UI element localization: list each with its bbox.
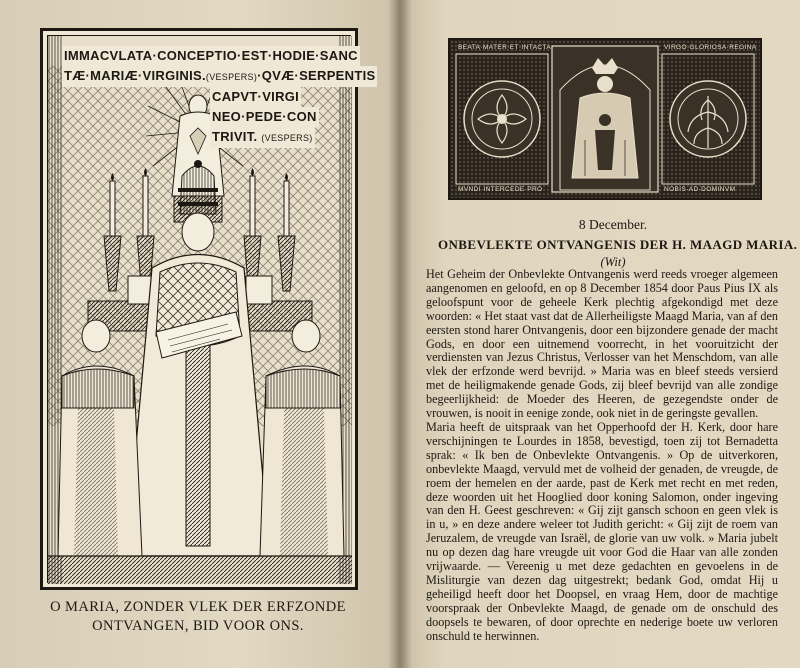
caption-line-2: ONTVANGEN, BID VOOR ONS. <box>92 618 304 634</box>
paragraph-2: Maria heeft de uitspraak van het Opperhoofd der H. Kerk, door hare verschijningen te Lourdes in 1858, bevestigd, toen zij tot Bernadetta sprak: « Ik ben de Onbevlekte Ontvangenis. » Op de uitverkoren, onbevlekte Maagd, vervuld met de volheid der genaden, de vreugde, de roem der hemelen en der aarde, past de Kerk met recht en met reden, deze woorden uit het Hooglied door koning Salomon, onder ingeving van den H. Geest geschreven: « Gij zijt gansch schoon en geen vlek is in u, » en deze andere weleer tot Judith gericht: « Gij zijt de roem van Jeruzalem, de vreugde van Israël, de glorie van uw volk. » Maria jubelt nu op dezen dag hare vreugde uit voor God die Haar van alle zonden vrijwaarde. — Vereenig u met deze gedachten en gevoelens in de Misliturgie van dezen dag uitgestrekt; bedank God, omdat Hij u geheiligd heeft door het Doopsel, en vraag Hem, door de machtige voorspraak der Onbevlekte Maagd, de genade om de onschuld des doopsels te bewaren, of door oprechte en nederige boete uw verloren onschuld te herwinnen. <box>426 419 778 643</box>
paragraph-1: Het Geheim der Onbevlekte Ontvangenis werd reeds vroeger algemeen aangenomen en geloofd, en op 8 December 1854 door Paus Pius IX als geloofspunt voor de geheele Kerk plechtig afgekondigd met deze woorden: « Het staat vast dat de Allerheiligste Maagd Maria, van af den eersten stond harer Ontvangenis, door een bijzondere genade der macht Gods, en door een uitnemend voorrecht, in het vooruitzicht der verdiensten van Jezus Christus, Verlosser van het Menschdom, van alle vlek der erfzonde werd bevrijd. » Maria was en bleef steeds versierd met de heiligmakende genade Gods, zij bleef bevrijd van alle zondige begeerlijkheid: de Moeder des Heeren, de gezegendste onder de vrouwen, is nooit in eenige zonde, ook niet in de geringste gevallen. <box>426 267 778 421</box>
motto-line-1: IMMACVLATA·CONCEPTIO·EST·HODIE·SANC <box>62 46 360 66</box>
motto-line-3: CAPVT·VIRGI <box>210 87 301 107</box>
motto-line-5 <box>210 127 315 148</box>
plate-frame <box>47 35 376 583</box>
motto-line-2-start: TÆ·MARIÆ·VIRGINIS. <box>64 68 206 83</box>
motto-line-5-text: TRIVIT. <box>212 129 258 144</box>
plate-caption <box>28 598 368 636</box>
decorative-banner <box>448 38 762 200</box>
motto-line-2-end: ·QVÆ·SERPENTIS <box>257 68 376 83</box>
latin-motto <box>62 46 376 148</box>
motto-vespers-1: (VESPERS) <box>205 72 258 82</box>
motto-vespers-2: (VESPERS) <box>261 133 313 143</box>
banner-label-bottom-left: MVNDI·INTERCEDE·PRO <box>458 186 543 193</box>
liturgical-color: (Wit) <box>600 255 626 269</box>
banner-label-top-left: BEATA·MATER·ET·INTACTA <box>458 44 552 51</box>
banner-label-bottom-right: NOBIS·AD·DOMINVM <box>664 186 736 193</box>
caption-line-1: O MARIA, ZONDER VLEK DER ERFZONDE <box>50 599 346 615</box>
feast-date: 8 December. <box>578 217 648 232</box>
feast-description <box>426 268 778 643</box>
book-gutter <box>388 0 412 668</box>
motto-line-4: NEO·PEDE·CON <box>210 107 319 127</box>
left-page <box>0 0 398 668</box>
motto-line-2 <box>62 66 377 87</box>
feast-title: ONBEVLEKTE ONTVANGENIS DER H. MAAGD MARIA. <box>438 237 798 252</box>
banner-label-top-right: VIRGO·GLORIOSA·REGINA <box>664 44 757 51</box>
devotional-plate <box>40 28 376 590</box>
banner-ornament <box>450 40 760 198</box>
